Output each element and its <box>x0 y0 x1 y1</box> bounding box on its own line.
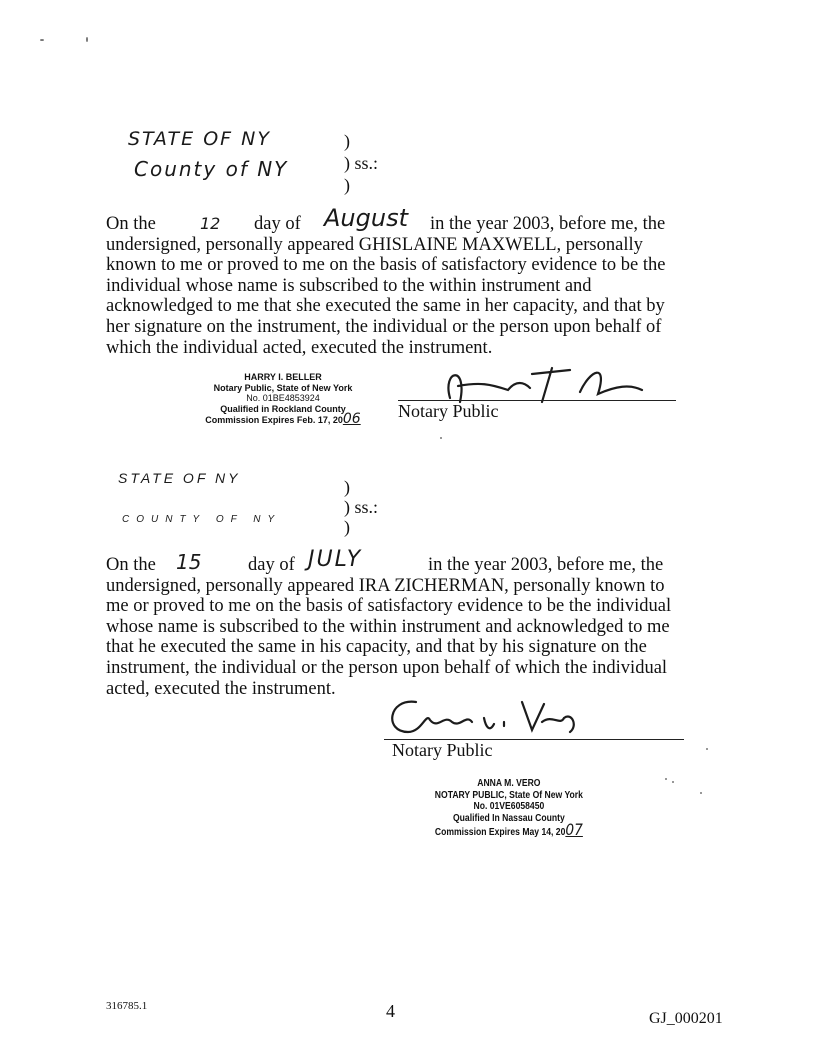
notary-public-label: Notary Public <box>398 401 499 421</box>
venue-bracket-top: ) <box>344 477 350 497</box>
expires-text: Commission Expires May 14, 20 <box>434 827 566 838</box>
day-of-label: day of <box>254 214 301 234</box>
venue-county-handwritten: County of NY <box>134 157 289 181</box>
notary-name: HARRY I. BELLER <box>244 372 322 382</box>
scan-mark <box>672 781 674 783</box>
ss-label: ss.: <box>354 497 379 517</box>
scan-mark <box>440 437 442 439</box>
notary-commission-line: Notary Public, State of New York <box>213 382 353 393</box>
notary-stamp <box>416 778 602 839</box>
venue-county-handwritten: COUNTY OF NY <box>122 514 282 525</box>
notary-expires <box>178 411 388 427</box>
bracket-char: ) <box>344 153 350 173</box>
month-handwritten: JULY <box>308 547 363 572</box>
paragraph-line: acted, executed the instrument. <box>106 678 336 699</box>
scan-mark <box>706 748 708 750</box>
notary-expires <box>416 820 602 839</box>
scan-mark <box>665 778 667 780</box>
page-number: 4 <box>386 1001 395 1021</box>
paragraph-line: acknowledged to me that she executed the same in her capacity, and that by <box>106 296 665 317</box>
venue-bracket-middle <box>344 497 378 517</box>
venue-bracket-middle <box>344 153 378 173</box>
ss-label: ss.: <box>354 153 379 173</box>
notary-signature <box>382 692 582 742</box>
paragraph-line: whose name is subscribed to the within instrument and acknowledged to me <box>106 616 670 637</box>
on-the-label: On the <box>106 214 156 234</box>
expires-text: Commission Expires Feb. 17, 20 <box>205 415 343 425</box>
scan-mark <box>700 792 702 794</box>
expires-year-handwritten: 06 <box>342 411 361 427</box>
paragraph-line: which the individual acted, executed the instrument. <box>106 337 493 358</box>
paragraph-line: instrument, the individual or the person upon behalf of which the individual <box>106 657 668 678</box>
first-line <box>106 547 686 576</box>
on-the-label: On the <box>106 555 156 575</box>
scan-mark <box>40 39 44 41</box>
bates-number: GJ_000201 <box>649 1010 723 1027</box>
expires-year-handwritten: 07 <box>565 820 583 839</box>
paragraph-line: me or proved to me on the basis of satisfactory evidence to be the individual <box>106 596 672 617</box>
notary-qualified: Qualified in Rockland County <box>220 403 346 414</box>
paragraph-line: undersigned, personally appeared GHISLAINE MAXWELL, personally <box>106 234 643 255</box>
document-number: 316785.1 <box>106 1000 148 1012</box>
bracket-char: ) <box>344 497 350 517</box>
notary-number: No. 01VE6058450 <box>473 801 545 812</box>
venue-bracket-bottom: ) <box>344 517 350 537</box>
acknowledgment-paragraph <box>106 204 686 358</box>
notary-public-label: Notary Public <box>392 740 493 760</box>
venue-state-handwritten: STATE OF NY <box>118 470 241 486</box>
paragraph-line: individual whose name is subscribed to the within instrument and <box>106 275 592 296</box>
notary-stamp <box>178 372 388 426</box>
day-handwritten: 12 <box>200 214 221 233</box>
first-line <box>106 204 686 235</box>
scan-mark <box>86 37 88 42</box>
venue-state-handwritten: STATE OF NY <box>128 128 271 150</box>
notary-commission-line: NOTARY PUBLIC, State Of New York <box>434 789 583 801</box>
notary-qualified: Qualified In Nassau County <box>452 812 565 824</box>
day-of-label: day of <box>248 555 295 575</box>
venue-bracket-top: ) <box>344 131 350 151</box>
year-clause: in the year 2003, before me, the <box>430 214 666 234</box>
paragraph-line: known to me or proved to me on the basis of satisfactory evidence to be the <box>106 255 666 276</box>
paragraph-line: that he executed the same in his capacity, and that by his signature on the <box>106 637 647 658</box>
acknowledgment-paragraph <box>106 547 686 699</box>
day-handwritten: 15 <box>176 550 202 574</box>
notary-number: No. 01BE4853924 <box>246 393 320 403</box>
month-handwritten: August <box>324 204 408 232</box>
paragraph-line: her signature on the instrument, the individual or the person upon behalf of <box>106 316 662 337</box>
notary-name: ANNA M. VERO <box>477 778 541 789</box>
year-clause: in the year 2003, before me, the <box>428 555 664 575</box>
venue-bracket-bottom: ) <box>344 175 350 195</box>
paragraph-line: undersigned, personally appeared IRA ZICHERMAN, personally known to <box>106 575 665 596</box>
